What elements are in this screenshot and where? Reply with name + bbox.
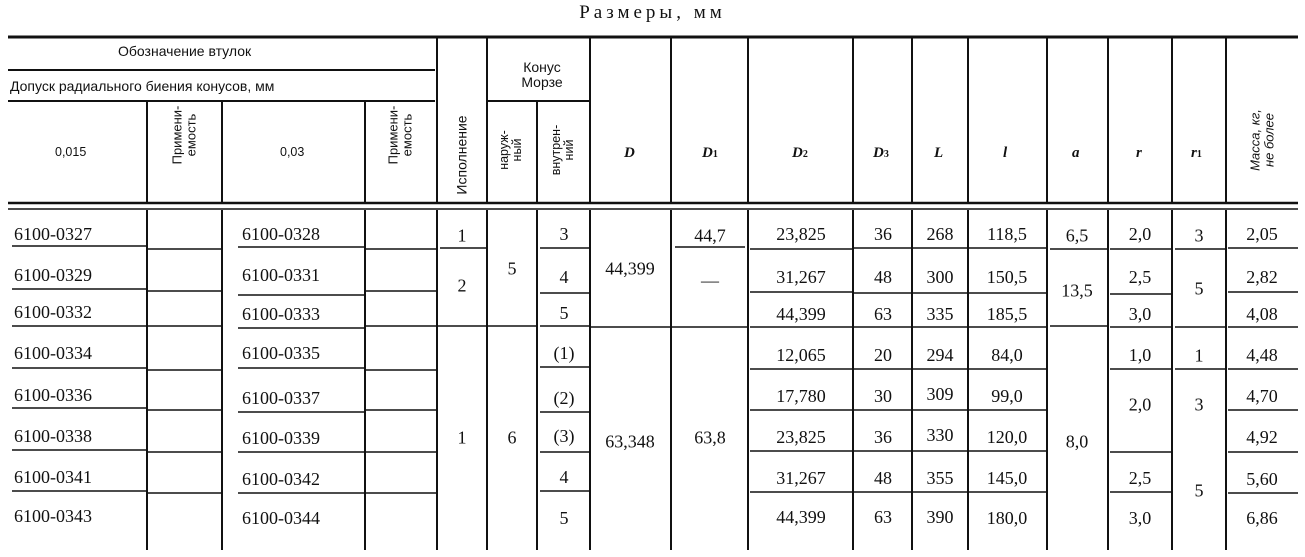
table-cell-c2: 6100-0344 bbox=[242, 508, 320, 528]
merged-r: 2,0 bbox=[1128, 394, 1152, 415]
header-designation: Обозначение втулок bbox=[118, 43, 252, 59]
merged-D-b: 63,348 bbox=[605, 431, 655, 452]
table-cell-d2: 44,399 bbox=[776, 507, 826, 527]
merged-r1-c: 1 bbox=[1194, 345, 1204, 366]
table-cell-d2: 12,065 bbox=[776, 345, 826, 365]
merged-a-a: 6,5 bbox=[1065, 225, 1089, 246]
header-L: L bbox=[934, 145, 944, 161]
merged-r1-b: 5 bbox=[1194, 278, 1204, 299]
table-cell-inner: 5 bbox=[559, 508, 569, 528]
table-cell-c2: 6100-0333 bbox=[242, 304, 320, 324]
table-cell-c2: 6100-0328 bbox=[242, 224, 320, 244]
table-cell-c1: 6100-0338 bbox=[14, 426, 92, 446]
header-D: D bbox=[624, 145, 635, 161]
table-cell-c1: 6100-0343 bbox=[14, 506, 92, 526]
table-cell-mass: 4,48 bbox=[1246, 345, 1278, 365]
table-cell-d2: 23,825 bbox=[776, 224, 826, 244]
table-cell-d3: 48 bbox=[874, 267, 892, 287]
table-cell-L: 294 bbox=[926, 345, 954, 365]
table-cell-c2: 6100-0339 bbox=[242, 428, 320, 448]
table-cell-l: 118,5 bbox=[987, 224, 1027, 244]
merged-r1-d: 3 bbox=[1194, 394, 1204, 415]
table-cell-inner: (2) bbox=[553, 388, 575, 408]
table-cell-c1: 6100-0327 bbox=[14, 224, 92, 244]
table-cell-l: 84,0 bbox=[991, 345, 1023, 365]
table-cell-l: 99,0 bbox=[991, 386, 1023, 406]
merged-outer-5: 5 bbox=[507, 258, 517, 279]
table-cell-inner: (3) bbox=[553, 426, 575, 446]
merged-version-2: 2 bbox=[457, 275, 467, 296]
table-cell-L: 268 bbox=[926, 224, 954, 244]
table-cell-c2: 6100-0342 bbox=[242, 469, 320, 489]
table-cell-L: 335 bbox=[926, 304, 954, 324]
header-tolerance: Допуск радиального биения конусов, мм bbox=[10, 78, 275, 94]
table-cell-L: 355 bbox=[926, 468, 954, 488]
table-cell-c2: 6100-0335 bbox=[242, 343, 320, 363]
header-tol-0015: 0,015 bbox=[55, 145, 87, 159]
table-cell-c2: 6100-0331 bbox=[242, 265, 320, 285]
table-cell-L: 309 bbox=[926, 384, 954, 404]
table-cell-d2: 17,780 bbox=[776, 386, 826, 406]
merged-r1-a: 3 bbox=[1194, 225, 1204, 246]
header-morse-taper: Конус Морзе bbox=[521, 59, 563, 90]
table-cell-inner: 4 bbox=[559, 467, 569, 487]
table-cell-r: 2,5 bbox=[1128, 267, 1152, 287]
table-cell-l: 120,0 bbox=[986, 427, 1028, 447]
table-cell-r: 2,0 bbox=[1128, 224, 1152, 244]
table-cell-d3: 36 bbox=[874, 224, 892, 244]
table-cell-L: 390 bbox=[926, 507, 954, 527]
table-cell-mass: 4,08 bbox=[1246, 304, 1278, 324]
merged-r1-e: 5 bbox=[1194, 480, 1204, 501]
header-outer: наруж- ный bbox=[496, 130, 524, 170]
header-a: a bbox=[1072, 145, 1080, 161]
merged-a-b: 13,5 bbox=[1061, 280, 1093, 301]
table-cell-mass: 2,82 bbox=[1246, 267, 1278, 287]
table-cell-inner: (1) bbox=[553, 343, 575, 363]
table-cell-r: 3,0 bbox=[1128, 508, 1152, 528]
table-cell-d3: 48 bbox=[874, 468, 892, 488]
table-cell-c1: 6100-0341 bbox=[14, 467, 92, 487]
merged-D1-c: 63,8 bbox=[694, 427, 726, 448]
table-cell-inner: 3 bbox=[559, 224, 569, 244]
header-r: r bbox=[1136, 145, 1142, 161]
table-cell-l: 185,5 bbox=[986, 304, 1028, 324]
header-applicability-1: Примени- емость bbox=[169, 105, 198, 165]
table-cell-d2: 44,399 bbox=[776, 304, 826, 324]
merged-version-3: 1 bbox=[457, 427, 467, 448]
table-cell-r: 1,0 bbox=[1128, 345, 1152, 365]
table-cell-mass: 4,70 bbox=[1246, 386, 1278, 406]
table-cell-d2: 31,267 bbox=[776, 468, 826, 488]
merged-D1-a: 44,7 bbox=[694, 225, 726, 246]
table-cell-r: 3,0 bbox=[1128, 304, 1152, 324]
header-l: l bbox=[1003, 145, 1008, 161]
header-inner: внутрен- ний bbox=[548, 124, 576, 176]
table-cell-mass: 4,92 bbox=[1246, 427, 1278, 447]
merged-outer-6: 6 bbox=[507, 427, 517, 448]
header-applicability-2: Примени- емость bbox=[385, 105, 414, 165]
merged-a-c: 8,0 bbox=[1065, 431, 1089, 452]
table-cell-L: 300 bbox=[926, 267, 954, 287]
table-cell-r: 2,5 bbox=[1128, 468, 1152, 488]
merged-version-1: 1 bbox=[457, 225, 467, 246]
table-cell-d3: 20 bbox=[874, 345, 892, 365]
header-mass: Масса, кг, не более bbox=[1247, 109, 1276, 171]
table-cell-mass: 5,60 bbox=[1246, 469, 1278, 489]
table-cell-mass: 6,86 bbox=[1246, 508, 1278, 528]
table-cell-c1: 6100-0336 bbox=[14, 385, 92, 405]
table-cell-inner: 4 bbox=[559, 267, 569, 287]
header-r1: r1 bbox=[1191, 145, 1202, 161]
table-cell-mass: 2,05 bbox=[1246, 224, 1278, 244]
table-cell-c1: 6100-0332 bbox=[14, 302, 92, 322]
table-cell-L: 330 bbox=[926, 425, 954, 445]
header-D2: D2 bbox=[792, 145, 808, 161]
table-cell-d3: 30 bbox=[874, 386, 892, 406]
table-cell-d3: 63 bbox=[874, 507, 892, 527]
header-D1: D1 bbox=[702, 145, 718, 161]
table-cell-l: 145,0 bbox=[986, 468, 1028, 488]
header-D3: D3 bbox=[873, 145, 889, 161]
table-cell-d3: 36 bbox=[874, 427, 892, 447]
table-cell-c2: 6100-0337 bbox=[242, 388, 320, 408]
header-version: Исполнение bbox=[453, 115, 470, 195]
table-cell-l: 180,0 bbox=[986, 508, 1028, 528]
table-cell-d2: 31,267 bbox=[776, 267, 826, 287]
table-cell-c1: 6100-0329 bbox=[14, 265, 92, 285]
merged-D-a: 44,399 bbox=[605, 258, 655, 279]
table-cell-c1: 6100-0334 bbox=[14, 343, 92, 363]
table-cell-d3: 63 bbox=[874, 304, 892, 324]
page-title: Размеры, мм bbox=[579, 2, 726, 23]
header-tol-003: 0,03 bbox=[280, 145, 305, 159]
table-cell-d2: 23,825 bbox=[776, 427, 826, 447]
table-cell-inner: 5 bbox=[559, 303, 569, 323]
merged-D1-dash: — bbox=[701, 270, 719, 291]
table-cell-l: 150,5 bbox=[986, 267, 1028, 287]
